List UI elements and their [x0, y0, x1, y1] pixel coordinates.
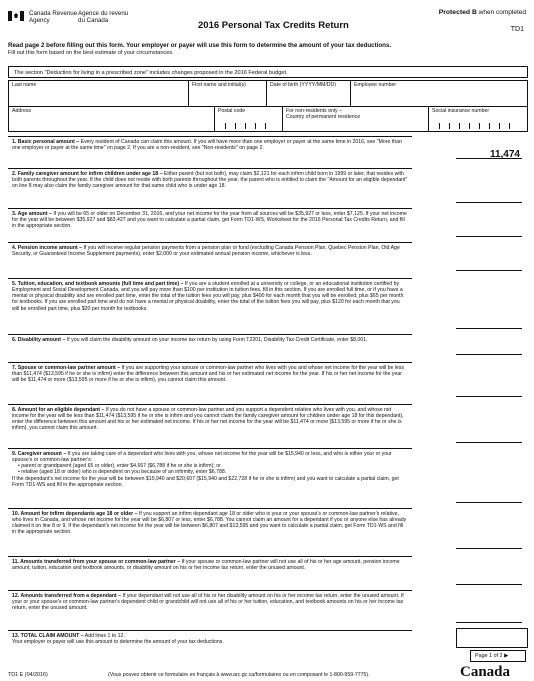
line-3-amount[interactable] — [456, 228, 522, 237]
line-3-age-amount: 3. Age amount – If you will be 65 or older on December 31, 2016, and your net income for the year from all sources will be $35,927 or less, enter $7,125. If your net income for the year will be between $35,927 and $83,427 and you want to calculate a partial claim, get Form TD1-WS, Worksheet for the 2016 Personal Tax Credits Return, and fill in the appropriate section. — [8, 208, 412, 238]
line-13-amount[interactable] — [456, 628, 528, 648]
department-name-fr: Agence du revenu du Canada — [78, 10, 129, 25]
employee-number-field[interactable]: Employee number — [351, 81, 527, 107]
line-8-eligible-dependant: 8. Amount for an eligible dependant – If you do not have a spouse or common-law partner and you support a dependent relative who lives with you, and whose net income for the year will be less than $11,474 ($13,595 if he or she is infirm and you cannot claim the family caregiver amount for children under age 18 for this dependant), enter the difference between this amount and his or her estimated net income. If his or her net income for the year will be $11,474 or more ($13,595 or more if he or she is infirm), you cannot claim this amount. — [8, 404, 412, 444]
line-5-tuition: 5. Tuition, education, and textbook amounts (full time and part time) – If you are a student enrolled at a university or college, or an educational institution certified by Employment and Social Development Canada, and you will pay more than $100 per institution in tuition fees, fill in this section. If you are enrolled full time, or if you have a mental or physical disability and are enrolled part time, enter the total of the tuition fees you will pay, plus $400 for each month that you will be enrolled, plus $65 per month for textbooks. If you are enrolled part time and do not have a mental or physical disability, enter the total of the tuition fees you will pay, plus $120 for each month that you will be enrolled part time, plus $20 per month for textbooks. — [8, 278, 412, 330]
line-12-transfer-dependant: 12. Amounts transferred from a dependant – If your dependant will not use all of his or her disability amount on his or her income tax return, enter the unused amount. If your or your spouse's or common-law partner's dependent child or grandchild will not use all of his or her tuition, education, and textbook amounts on his or her income tax return, enter the unused amount. — [8, 590, 412, 624]
social-insurance-number-field[interactable]: Social insurance number — [429, 107, 527, 131]
line-1-basic-personal: 1. Basic personal amount – Every resident of Canada can claim this amount. If you will have more than one employer or payer at the same time in 2016, see "More than one employer or payer at the same time" on page 2. If you are a non-resident, see "Non-residents" on page 2. — [8, 136, 412, 166]
line-9-caregiver: 9. Caregiver amount – If you are taking care of a dependant who lives with you, whose net income for the year will be $15,940 or less, and who is either your or your spouse's or common-law partner's: • parent or grandparent (aged 65 or older), enter $4,667 ($6,788 if he or she is infirm); or • relative (aged 18 or older) who is dependent on you because of an infirmity, enter $6,788. If the dependant's net income for the year will be between $15,940 and $20,607 ($15,940 and $22,728 if he or she is infirm) and you want to calculate a partial claim, get Form TD1-WS and fill in the appropriate section. — [8, 448, 412, 504]
line-2-family-caregiver: 2. Family caregiver amount for infirm children under age 18 – Either parent (but not both), may claim $2,121 for each infirm child born in 1999 or later, that resides with both parents throughout the year. If the child does not reside with both parents throughout the year, the parent who is entitled to claim the "Amount for an eligible dependant" on line 8 may also claim the family caregiver amount for that same child who is under age 18. — [8, 168, 412, 204]
line-2-amount[interactable] — [456, 194, 522, 203]
line-4-pension-income: 4. Pension income amount – If you will receive regular pension payments from a pension plan or fund (excluding Canada Pension Plan, Quebec Pension Plan, Old Age Security, or Guaranteed Income Supplement payments), enter $2,000 or your estimated annual pension income, whichever is less. — [8, 242, 412, 272]
protected-label: Protected B when completed — [438, 9, 526, 16]
address-field[interactable]: Address — [9, 107, 215, 131]
form-code: TD1 — [510, 26, 524, 33]
canada-flag-icon — [8, 11, 24, 21]
country-of-residence-field[interactable]: For non-residents only – Country of permanent residence — [283, 107, 429, 131]
line-1-amount[interactable]: 11,474 — [456, 150, 522, 159]
canada-wordmark-logo: Canada — [460, 664, 511, 680]
form-version-code: TD1 E (04/2016) — [8, 672, 48, 678]
postal-code-field[interactable]: Postal code — [215, 107, 283, 131]
line-11-transfer-spouse: 11. Amounts transferred from your spouse or common-law partner – If your spouse or common-law partner will not use all of his or her age amount, pension income amount, tuition, education and textbook amounts, or disability amount on his or her income tax return, enter the unused amount. — [8, 556, 412, 586]
line-12-amount[interactable] — [456, 614, 522, 623]
intro-text: Read page 2 before filling out this form. Your employer or payer will use this form to determine the amount of your tax deductions. — [8, 42, 392, 49]
date-of-birth-field[interactable]: Date of birth (YYYY/MM/DD) — [267, 81, 351, 107]
form-header — [8, 8, 526, 38]
line-10-infirm-dependants: 10. Amount for infirm dependants age 18 or older – If you support an infirm dependant age 18 or older who is your or your spouse's or common-law partner's relative, who lives in Canada, and whose net income for the year will be $6,807 or less, enter $6,788. You cannot claim an amount for a dependant if you or anyone else has already claimed it on line 8 or 9. If the dependant's net income for the year will be between $6,807 and $13,595 and you want to calculate a partial claim, get Form TD1-WS and fill in the appropriate section. — [8, 508, 412, 550]
french-form-note: (Vous pouvez obtenir ce formulaire en français à www.arc.gc.ca/formulaires ou en composant le 1-800-959-7775). — [108, 672, 370, 678]
line-11-amount[interactable] — [456, 576, 522, 585]
line-6-amount[interactable] — [456, 346, 522, 355]
line-5-amount[interactable] — [456, 320, 522, 329]
line-7-amount[interactable] — [456, 388, 522, 397]
form-title: 2016 Personal Tax Credits Return — [198, 20, 349, 31]
line-7-spouse-amount: 7. Spouse or common-law partner amount – If you are supporting your spouse or common-law partner who lives with you and whose net income for the year will be less than $11,474 ($13,595 if he or she is infirm) enter the difference between this amount and his or her estimated net income for the year. If his or her net income for the year will be $11,474 or more ($13,595 or more if he or she is infirm), you cannot claim this amount. — [8, 362, 412, 398]
line-8-amount[interactable] — [456, 434, 522, 443]
line-13-total-claim: 13. TOTAL CLAIM AMOUNT – Add lines 1 to 12. Your employer or payer will use this amount to determine the amount of your tax deductions. — [8, 630, 412, 652]
last-name-field[interactable]: Last name — [9, 81, 189, 107]
line-9-amount[interactable] — [456, 494, 522, 503]
first-name-field[interactable]: First name and initial(s) — [189, 81, 267, 107]
identification-box — [8, 80, 528, 132]
budget-notice: The section "Deduction for living in a prescribed zone" includes changes proposed in the 2016 Federal budget. — [8, 66, 528, 78]
line-4-amount[interactable] — [456, 262, 522, 271]
department-name-en: Canada Revenue Agency — [29, 10, 78, 25]
line-10-amount[interactable] — [456, 540, 522, 549]
intro-text-2: Fill out this form based on the best estimate of your circumstances. — [8, 50, 174, 55]
page-indicator: Page 1 of 2 ▶ — [470, 650, 526, 662]
line-6-disability: 6. Disability amount – If you will claim the disability amount on your income tax return by using Form T2201, Disability Tax Credit Certificate, enter $8,001. — [8, 334, 412, 356]
